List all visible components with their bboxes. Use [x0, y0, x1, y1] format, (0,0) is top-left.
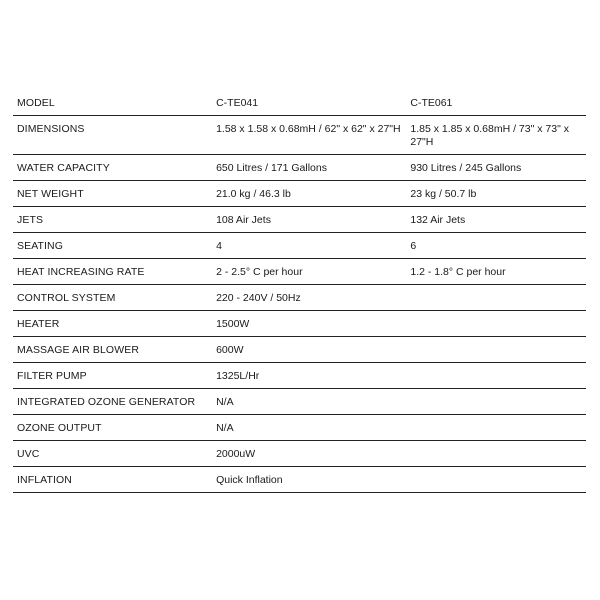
spec-value-model-a: 1.58 x 1.58 x 0.68mH / 62" x 62" x 27"H — [212, 116, 406, 155]
spec-row — [13, 285, 586, 311]
spec-value-model-b: 6 — [406, 233, 586, 259]
spec-row — [13, 311, 586, 337]
spec-value-model-a: 2000uW — [212, 441, 406, 467]
spec-value-model-b — [406, 415, 586, 441]
spec-value-model-b — [406, 363, 586, 389]
spec-table — [13, 90, 586, 493]
spec-row — [13, 207, 586, 233]
spec-value-model-b: 1.2 - 1.8° C per hour — [406, 259, 586, 285]
spec-label: FILTER PUMP — [13, 363, 212, 389]
spec-value-model-a: C-TE041 — [212, 90, 406, 116]
spec-row — [13, 181, 586, 207]
spec-row — [13, 467, 586, 493]
spec-row — [13, 389, 586, 415]
spec-label: HEATER — [13, 311, 212, 337]
spec-value-model-a: 2 - 2.5° C per hour — [212, 259, 406, 285]
spec-label: OZONE OUTPUT — [13, 415, 212, 441]
spec-label: SEATING — [13, 233, 212, 259]
spec-row — [13, 259, 586, 285]
spec-label: INTEGRATED OZONE GENERATOR — [13, 389, 212, 415]
spec-value-model-b — [406, 311, 586, 337]
spec-row — [13, 155, 586, 181]
spec-label: INFLATION — [13, 467, 212, 493]
spec-row — [13, 233, 586, 259]
spec-label: WATER CAPACITY — [13, 155, 212, 181]
spec-value-model-b — [406, 441, 586, 467]
spec-value-model-a: 21.0 kg / 46.3 lb — [212, 181, 406, 207]
spec-value-model-b: 23 kg / 50.7 lb — [406, 181, 586, 207]
spec-value-model-a: 4 — [212, 233, 406, 259]
spec-value-model-a: 1325L/Hr — [212, 363, 406, 389]
spec-table-body — [13, 90, 586, 493]
spec-value-model-a: N/A — [212, 415, 406, 441]
spec-label: HEAT INCREASING RATE — [13, 259, 212, 285]
spec-value-model-b — [406, 467, 586, 493]
spec-label: MASSAGE AIR BLOWER — [13, 337, 212, 363]
spec-row — [13, 415, 586, 441]
spec-label: MODEL — [13, 90, 212, 116]
spec-value-model-b: 930 Litres / 245 Gallons — [406, 155, 586, 181]
spec-value-model-a: 600W — [212, 337, 406, 363]
spec-row — [13, 441, 586, 467]
spec-label: NET WEIGHT — [13, 181, 212, 207]
spec-row — [13, 337, 586, 363]
spec-value-model-a: 220 - 240V / 50Hz — [212, 285, 406, 311]
spec-value-model-a: 108 Air Jets — [212, 207, 406, 233]
spec-value-model-b: 1.85 x 1.85 x 0.68mH / 73" x 73" x 27"H — [406, 116, 586, 155]
spec-row — [13, 116, 586, 155]
spec-value-model-b — [406, 389, 586, 415]
spec-value-model-a: Quick Inflation — [212, 467, 406, 493]
spec-value-model-b: C-TE061 — [406, 90, 586, 116]
spec-value-model-b: 132 Air Jets — [406, 207, 586, 233]
spec-value-model-a: N/A — [212, 389, 406, 415]
spec-row — [13, 90, 586, 116]
spec-label: CONTROL SYSTEM — [13, 285, 212, 311]
spec-value-model-a: 1500W — [212, 311, 406, 337]
spec-value-model-a: 650 Litres / 171 Gallons — [212, 155, 406, 181]
spec-label: UVC — [13, 441, 212, 467]
spec-label: JETS — [13, 207, 212, 233]
spec-value-model-b — [406, 285, 586, 311]
spec-value-model-b — [406, 337, 586, 363]
spec-label: DIMENSIONS — [13, 116, 212, 155]
spec-row — [13, 363, 586, 389]
